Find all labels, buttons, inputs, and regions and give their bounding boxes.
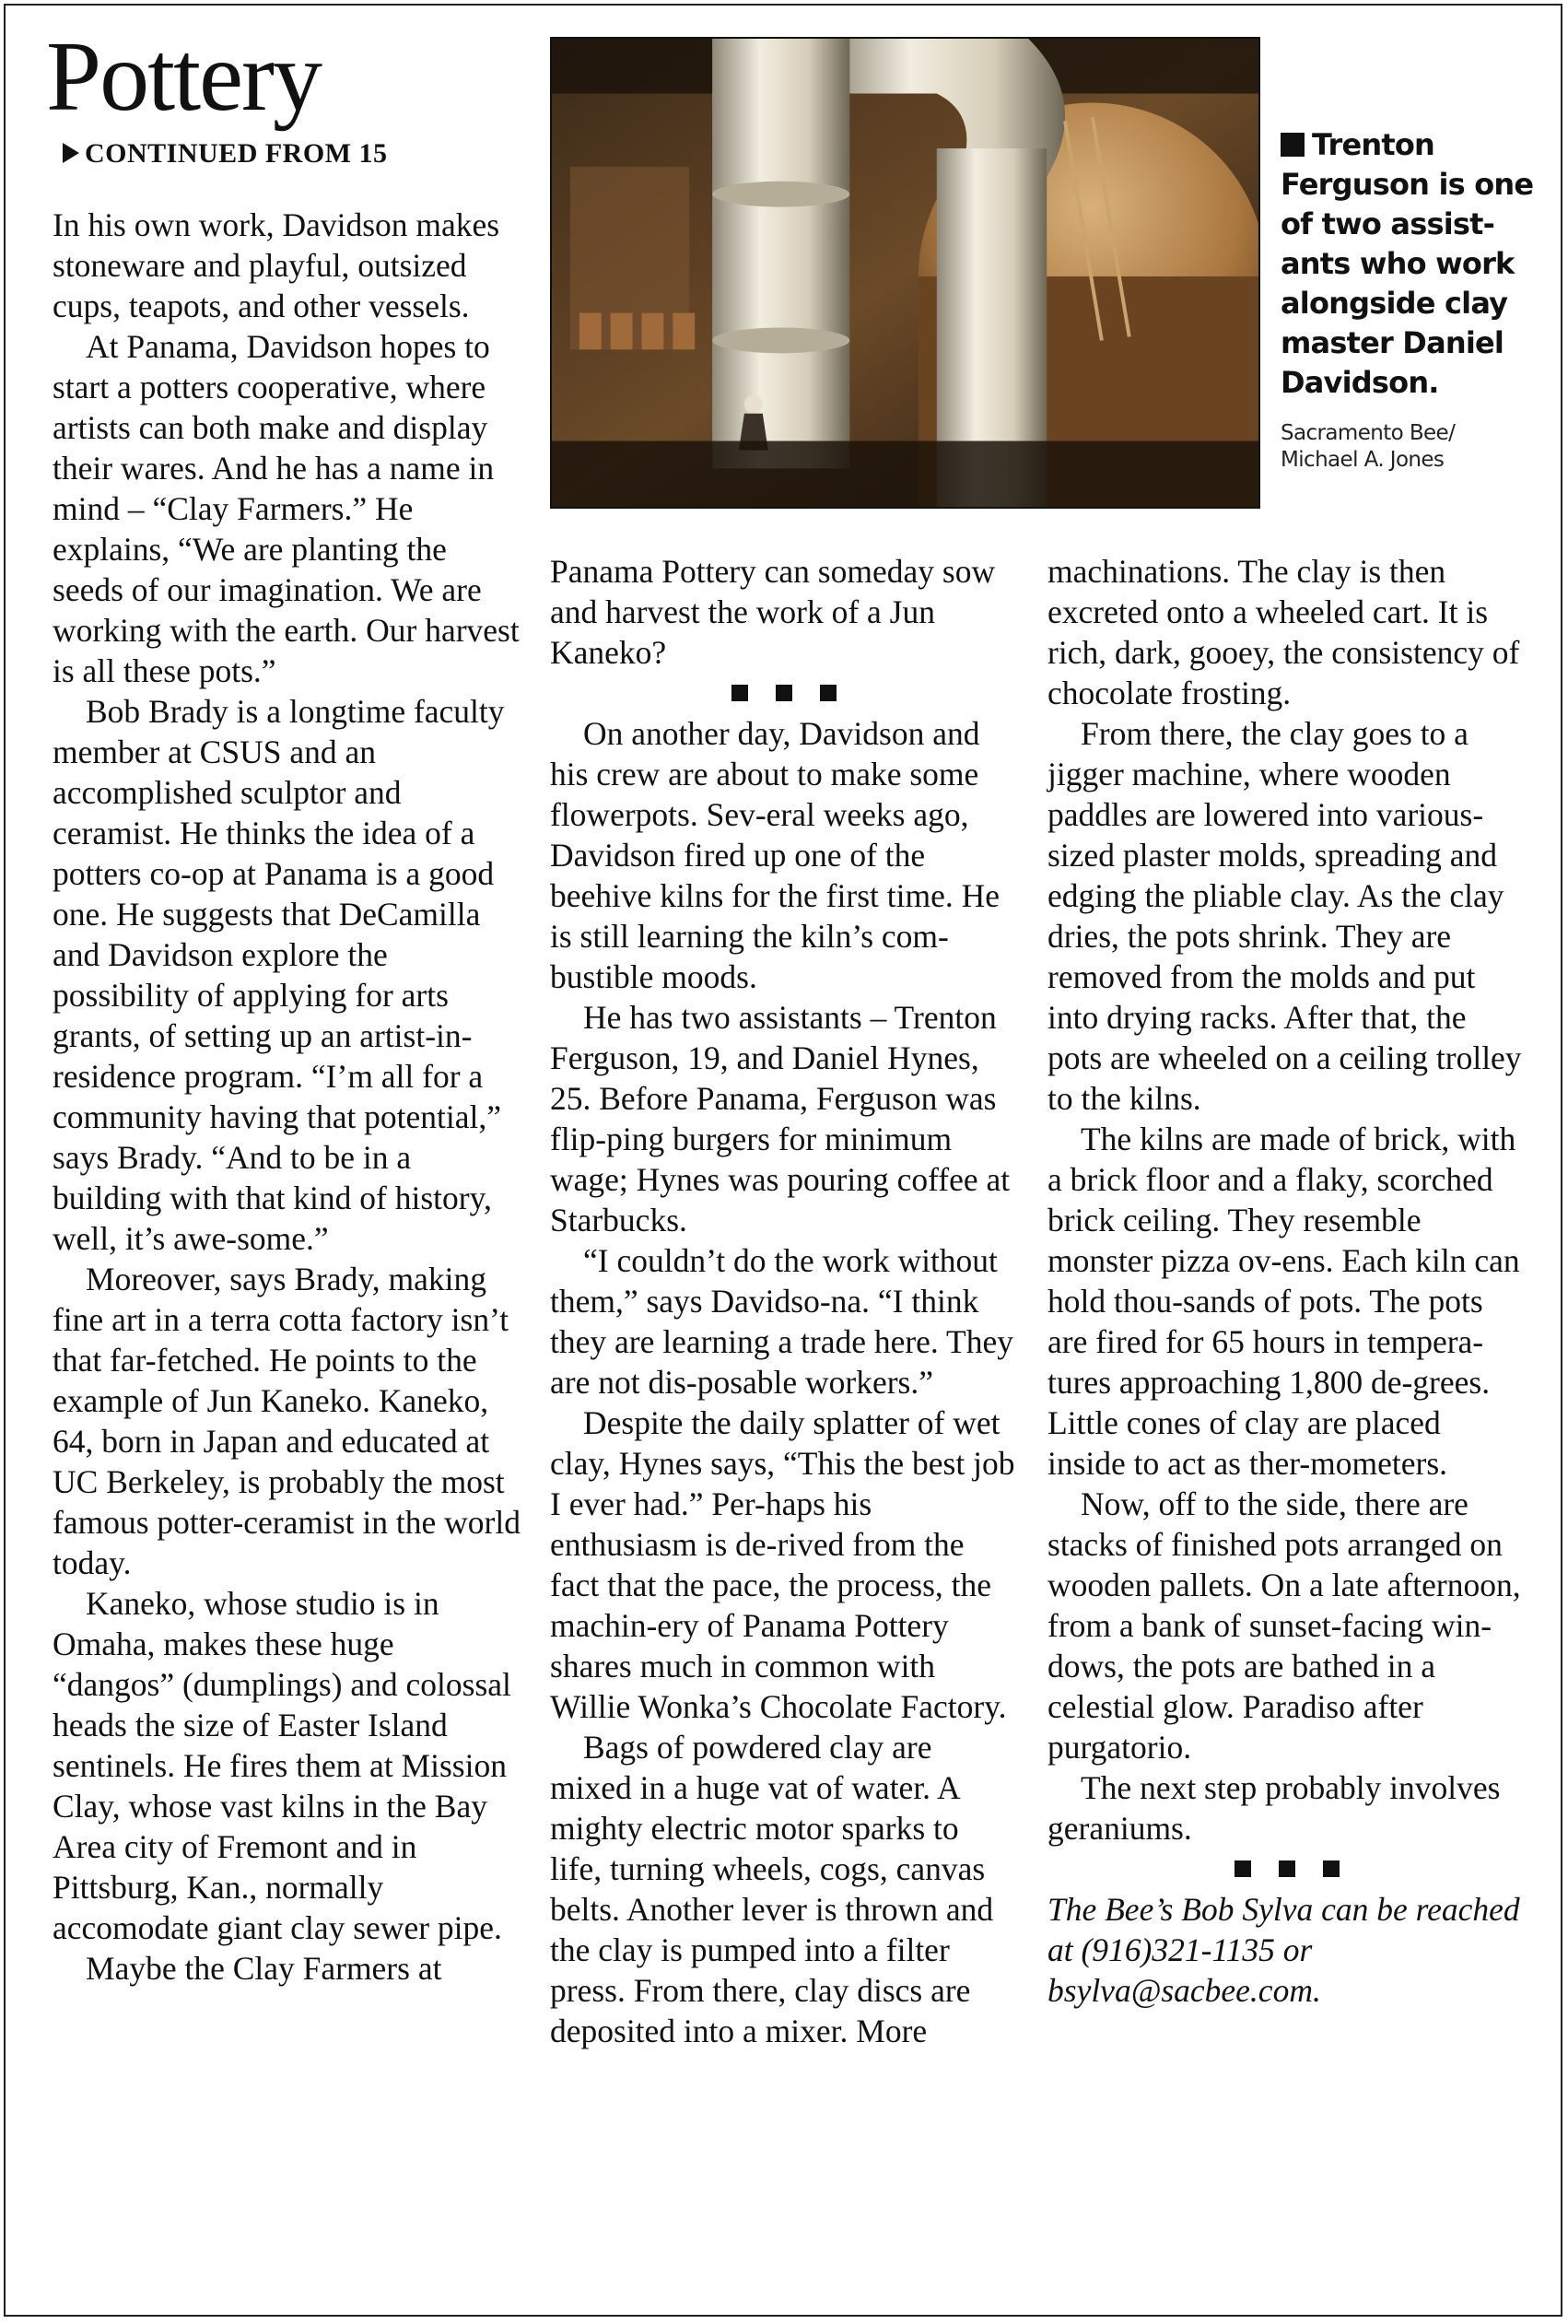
- photo-credit: [1281, 420, 1539, 474]
- square-dingbat-icon: [1323, 1860, 1340, 1877]
- kiln-photo-icon: [552, 39, 1258, 507]
- paragraph: From there, the clay goes to a jigger machine, where wooden paddles are lowered into various-sized plaster molds, spreading and edging the pliable clay. As the clay dries, the pots shrink. They are removed from the molds and put into drying racks. After that, the pots are wheeled on a ceiling trolley to the kilns.: [1047, 715, 1522, 1117]
- paragraph: On another day, Davidson and his crew are about to make some flowerpots. Sev-eral weeks ago, Davidson fired up one of the beehive kilns for the first time. He is still learning the kiln’s com-bustible moods.: [550, 715, 1000, 995]
- paragraph: Despite the daily splatter of wet clay, Hynes says, “This the best job I ever had.” Per-haps his enthusiasm is de-rived from the fact that the pace, the process, the machin-ery of Panama Pottery shares much in common with Willie Wonka’s Chocolate Factory.: [550, 1404, 1015, 1725]
- paragraph: Bob Brady is a longtime faculty member at CSUS and an accomplished sculptor and ceramist. He thinks the idea of a potters co-op at Panama is a good one. He suggests that DeCamilla and Davidson explore the possibility of applying for arts grants, of setting up an artist-in-residence program. “I’m all for a community having that potential,” says Brady. “And to be in a building with that kind of history, well, it’s awe-some.”: [53, 693, 505, 1257]
- paragraph: Bags of powdered clay are mixed in a huge vat of water. A mighty electric motor sparks to life, turning wheels, cogs, canvas belts. Another lever is thrown and the clay is pumped into a filter press. From there, clay discs are deposited into a mixer. More: [550, 1729, 994, 2049]
- triangle-right-icon: [63, 143, 79, 163]
- jump-line-text: CONTINUED FROM 15: [85, 138, 388, 169]
- paragraph: Moreover, says Brady, making fine art in a terra cotta factory isn’t that far-fetched. He points to the example of Jun Kaneko. Kaneko, 64, born in Japan and educated at UC Berkeley, is probably the most famous potter-ceramist in the world today.: [53, 1261, 521, 1581]
- square-dingbat-icon: [1235, 1860, 1251, 1877]
- paragraph: He has two assistants – Trenton Ferguson, 19, and Daniel Hynes, 25. Before Panama, Ferguson was flip-ping burgers for minimum wage; Hynes was pouring coffee at Starbucks.: [550, 999, 1011, 1238]
- article-column-1: [53, 205, 522, 1989]
- headline: Pottery: [46, 22, 321, 132]
- square-dingbat-icon: [776, 685, 792, 701]
- credit-line: Michael A. Jones: [1281, 448, 1445, 472]
- section-break: [550, 673, 1018, 713]
- paragraph: “I couldn’t do the work without them,” says Davidso-na. “I think they are learning a trade here. They are not dis-posable workers.”: [550, 1242, 1013, 1401]
- credit-line: Sacramento Bee/: [1281, 421, 1456, 445]
- author-signoff: The Bee’s Bob Sylva can be reached at (916)321-1135 or bsylva@sacbee.com.: [1047, 1891, 1520, 2009]
- paragraph: Kaneko, whose studio is in Omaha, makes these huge “dangos” (dumplings) and colossal heads the size of Easter Island sentinels. He fires them at Mission Clay, whose vast kilns in the Bay Area city of Fremont and in Pittsburg, Kan., normally accomodate giant clay sewer pipe.: [53, 1585, 511, 1946]
- square-dingbat-icon: [1279, 1860, 1295, 1877]
- square-bullet-icon: [1281, 133, 1305, 157]
- square-dingbat-icon: [820, 685, 837, 701]
- paragraph: The next step probably involves geraniums.: [1047, 1769, 1501, 1847]
- paragraph: machinations. The clay is then excreted onto a wheeled cart. It is rich, dark, gooey, the consistency of chocolate frosting.: [1047, 553, 1520, 711]
- square-dingbat-icon: [731, 685, 748, 701]
- paragraph: Panama Pottery can someday sow and harvest the work of a Jun Kaneko?: [550, 553, 996, 671]
- paragraph: In his own work, Davidson makes stoneware and playful, outsized cups, teapots, and other vessels.: [53, 206, 500, 324]
- jump-line: [63, 140, 388, 168]
- caption-text: Trenton Ferguson is one of two assist-ants who work alongside clay master Daniel Davidson.: [1281, 127, 1534, 400]
- paragraph: The kilns are made of brick, with a brick floor and a flaky, scorched brick ceiling. They resemble monster pizza ov-ens. Each kiln can hold thou-sands of pots. The pots are fired for 65 hours in tempera-tures approaching 1,800 de-grees. Little cones of clay are placed inside to act as ther-mometers.: [1047, 1121, 1520, 1482]
- article-column-2: [550, 551, 1018, 2051]
- paragraph: At Panama, Davidson hopes to start a potters cooperative, where artists can both make and display their wares. And he has a name in mind – “Clay Farmers.” He explains, “We are planting the seeds of our imagination. We are working with the earth. Our harvest is all these pots.”: [53, 328, 520, 689]
- photo-caption: [1281, 125, 1539, 403]
- paragraph: Maybe the Clay Farmers at: [86, 1950, 442, 1987]
- paragraph: Now, off to the side, there are stacks of finished pots arranged on wooden pallets. On a late afternoon, from a bank of sunset-facing win-dows, the pots are bathed in a celestial glow. Paradiso after purgatorio.: [1047, 1485, 1521, 1766]
- kiln-photo: [550, 37, 1260, 509]
- article-column-3: [1047, 551, 1527, 2011]
- section-break: [1047, 1849, 1527, 1889]
